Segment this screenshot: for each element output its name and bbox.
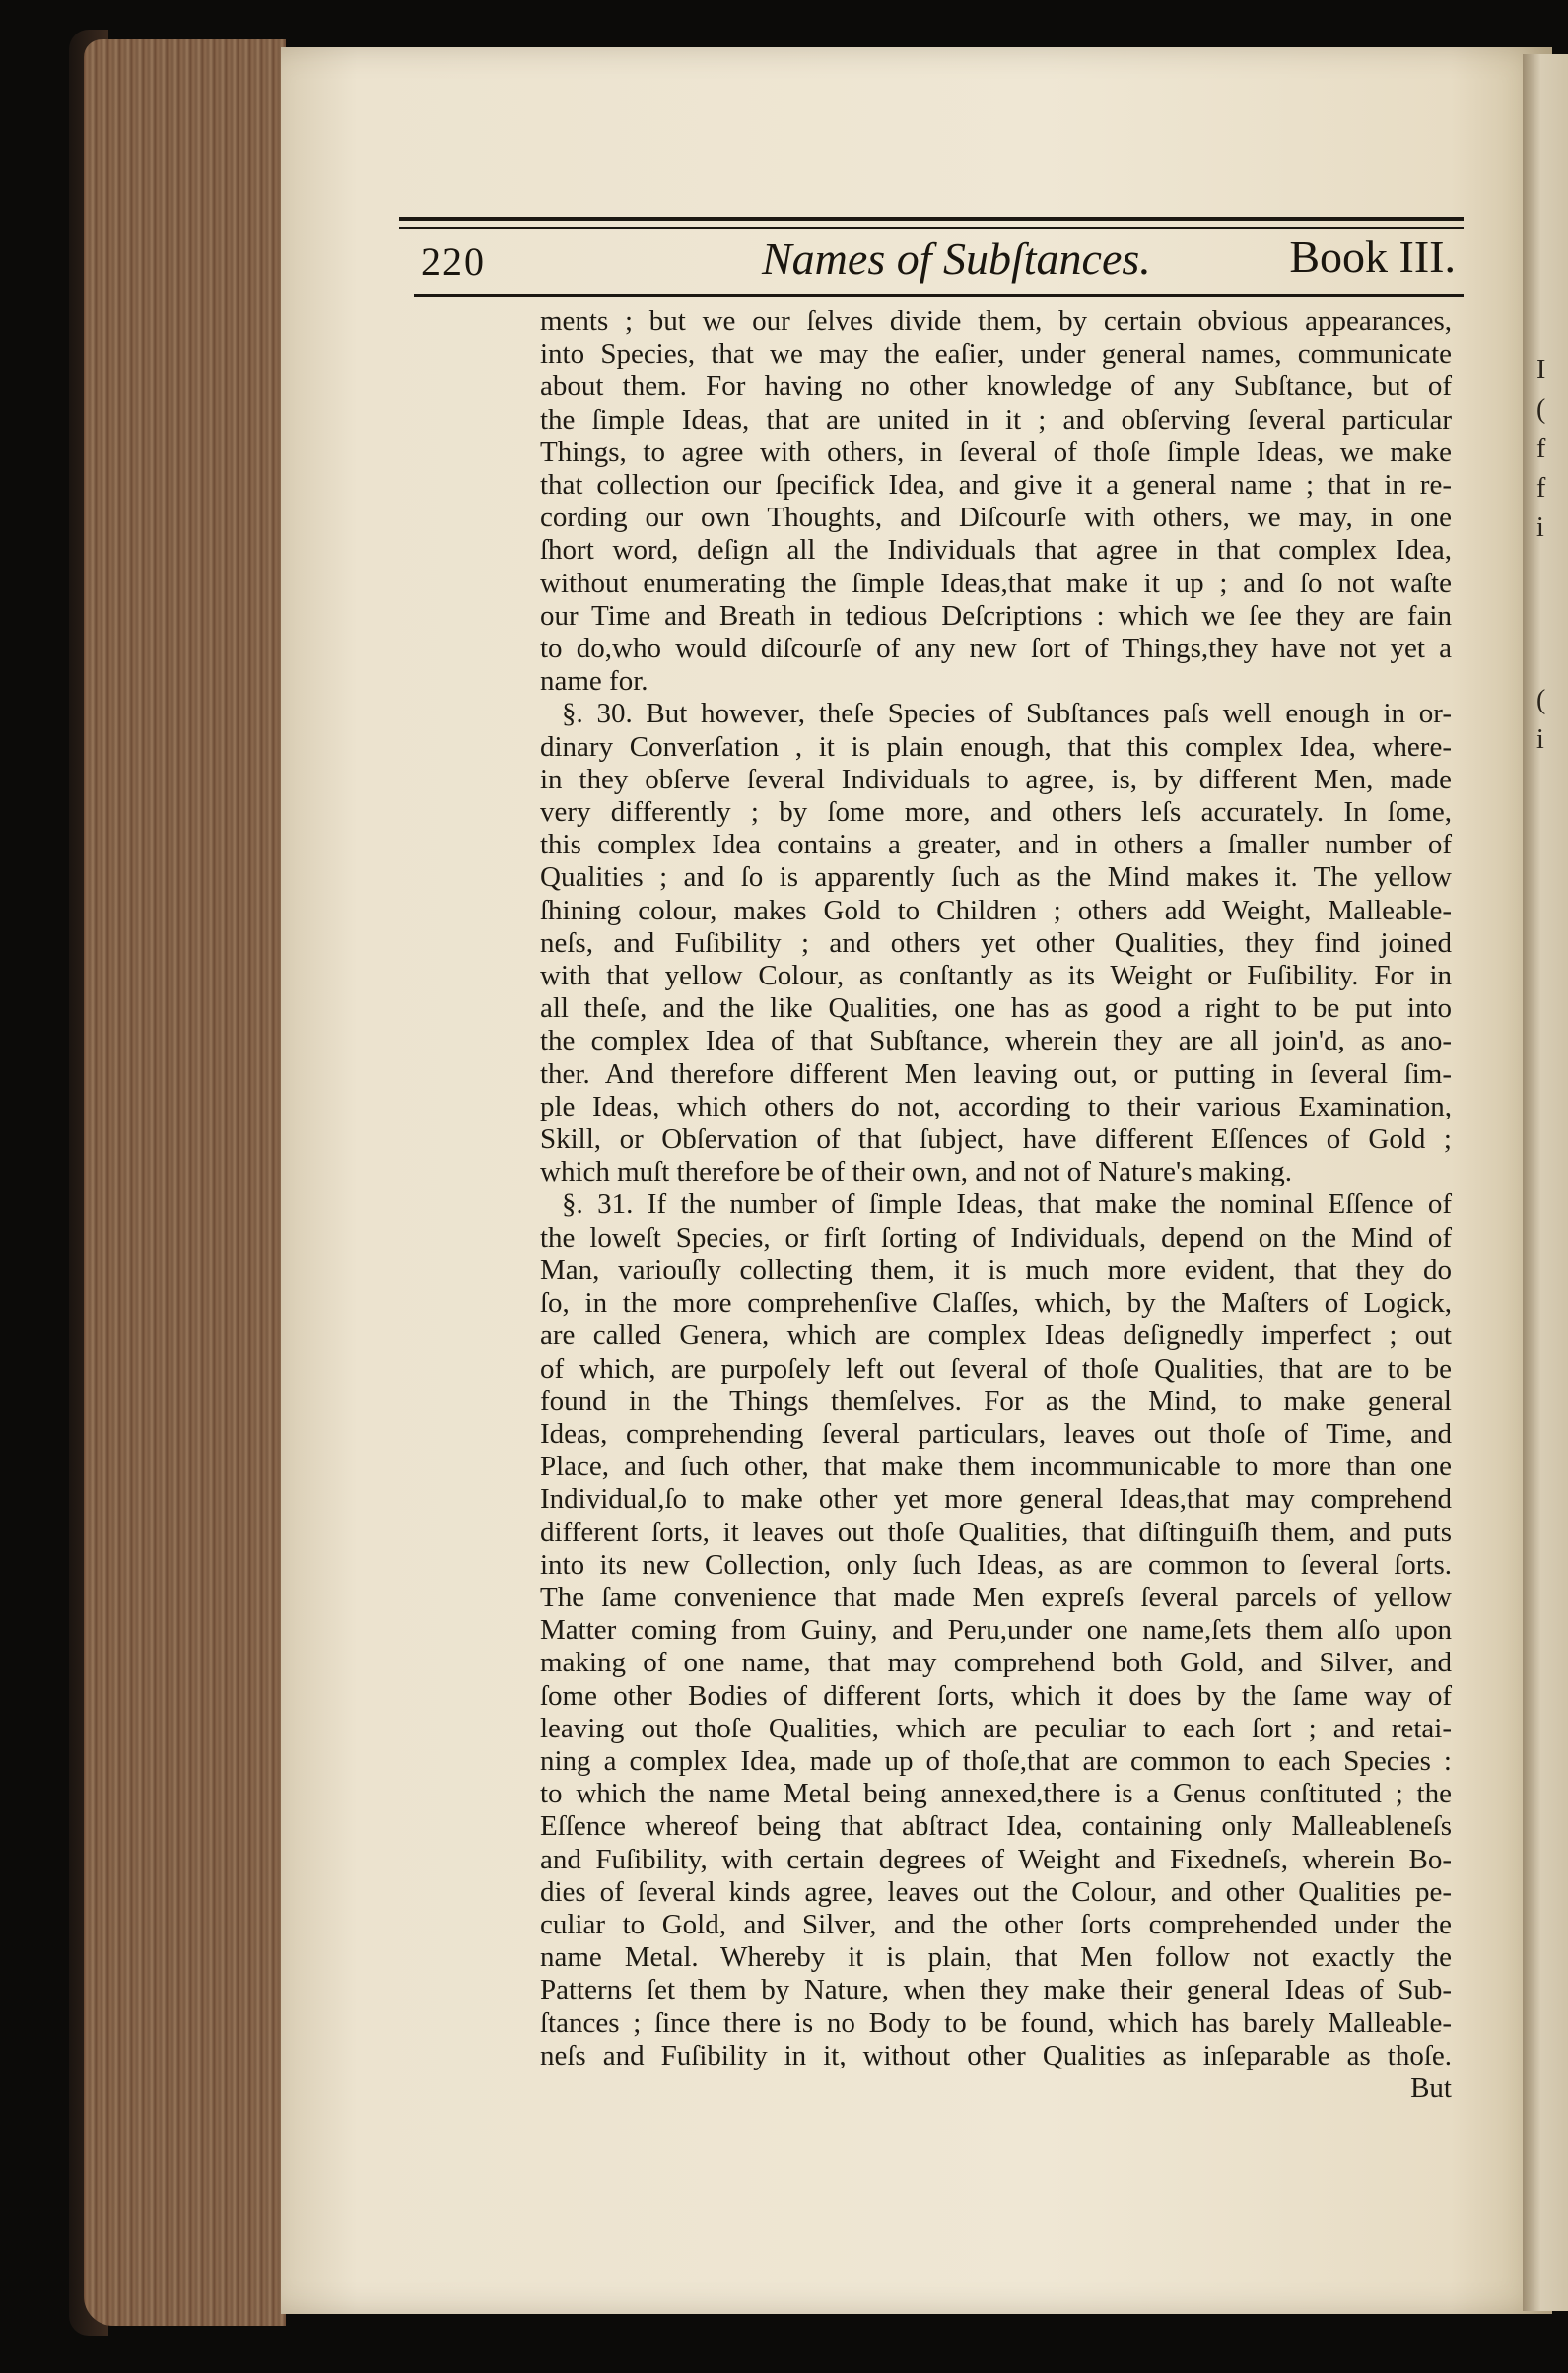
text-line: the ſimple Ideas, that are united in it ; and obſerving ſeveral particular: [540, 403, 1452, 436]
text-line: the loweſt Species, or firſt ſorting of Individuals, depend on the Mind of: [540, 1221, 1452, 1254]
text-line: our Time and Breath in tedious Deſcriptions : which we ſee they are fain: [540, 599, 1452, 632]
page-number: 220: [421, 239, 486, 284]
text-line: The ſame convenience that made Men expreſs ſeveral parcels of yellow: [540, 1581, 1452, 1613]
text-line: Patterns ſet them by Nature, when they make their general Ideas of Sub-: [540, 1974, 1452, 2006]
text-line: different ſorts, it leaves out thoſe Qualities, that diſtinguiſh them, and puts: [540, 1516, 1452, 1548]
text-line: Man, variouſly collecting them, it is much more evident, that they do: [540, 1254, 1452, 1286]
header-rule-bottom: [414, 294, 1464, 297]
text-line: which muſt therefore be of their own, and not of Nature's making.: [540, 1156, 1293, 1188]
text-line: Things, to agree with others, in ſeveral of thoſe ſimple Ideas, we make: [540, 436, 1452, 468]
text-line: and Fuſibility, with certain degrees of Weight and Fixedneſs, wherein Bo-: [540, 1843, 1452, 1875]
facing-page-glyph: i: [1536, 724, 1544, 755]
text-line: neſs, and Fuſibility ; and others yet other Qualities, they find joined: [540, 926, 1452, 959]
running-title: Names of Subſtances.: [762, 234, 1151, 284]
text-line: ſome other Bodies of different ſorts, which it does by the ſame way of: [540, 1679, 1452, 1712]
text-line: cording our own Thoughts, and Diſcourſe with others, we may, in one: [540, 502, 1452, 534]
text-line: of which, are purpoſely left out ſeveral of thoſe Qualities, that are to be: [540, 1352, 1452, 1385]
text-line: name for.: [540, 665, 648, 698]
text-line: ple Ideas, which others do not, according to their various Examination,: [540, 1090, 1452, 1122]
text-line: Ideas, comprehending ſeveral particulars, leaves out thoſe of Time, and: [540, 1417, 1452, 1450]
text-line: that collection our ſpecifick Idea, and give it a general name ; that in re-: [540, 469, 1452, 502]
text-line: to do,who would diſcourſe of any new ſort of Things,they have not yet a: [540, 633, 1452, 665]
text-line: Skill, or Obſervation of that ſubject, have different Eſſences of Gold ;: [540, 1123, 1452, 1156]
facing-page-glyph: f: [1536, 473, 1546, 504]
catchword: But: [1410, 2071, 1452, 2104]
text-line: leaving out thoſe Qualities, which are peculiar to each ſort ; and retai-: [540, 1712, 1452, 1744]
facing-page-glyph: (: [1536, 394, 1546, 425]
facing-page-glyph: I: [1536, 355, 1546, 385]
text-line: §. 30. But however, theſe Species of Subſtances paſs well enough in or-: [562, 698, 1452, 730]
text-line: into its new Collection, only ſuch Ideas, as are common to ſeveral ſorts.: [540, 1548, 1452, 1581]
text-line: Individual,ſo to make other yet more general Ideas,that may comprehend: [540, 1483, 1452, 1516]
text-line: ſhort word, deſign all the Individuals that agree in that complex Idea,: [540, 534, 1452, 567]
text-line: name Metal. Whereby it is plain, that Men follow not exactly the: [540, 1941, 1452, 1974]
page-header: [399, 219, 1464, 292]
book-label: Book III.: [1289, 232, 1456, 282]
text-line: the complex Idea of that Subſtance, wherein they are all join'd, as ano-: [540, 1025, 1452, 1057]
facing-page-edge: [1523, 54, 1568, 2311]
text-line: into Species, that we may the eaſier, under general names, communicate: [540, 338, 1452, 371]
text-line: ſo, in the more comprehenſive Claſſes, which, by the Maſters of Logick,: [540, 1287, 1452, 1320]
text-line: with that yellow Colour, as conſtantly as its Weight or Fuſibility. For in: [540, 960, 1452, 992]
text-line: Qualities ; and ſo is apparently ſuch as the Mind makes it. The yellow: [540, 861, 1452, 894]
text-line: ſhining colour, makes Gold to Children ; others add Weight, Malleable-: [540, 894, 1452, 926]
text-line: ments ; but we our ſelves divide them, by certain obvious appearances,: [540, 305, 1452, 337]
text-line: this complex Idea contains a greater, and in others a ſmaller number of: [540, 829, 1452, 861]
text-line: dinary Converſation , it is plain enough, that this complex Idea, where-: [540, 730, 1452, 763]
text-line: all theſe, and the like Qualities, one has as good a right to be put into: [540, 992, 1452, 1025]
text-line: found in the Things themſelves. For as the Mind, to make general: [540, 1385, 1452, 1417]
text-line: making of one name, that may comprehend both Gold, and Silver, and: [540, 1647, 1452, 1679]
text-line: are called Genera, which are complex Ideas deſignedly imperfect ; out: [540, 1320, 1452, 1352]
text-line: culiar to Gold, and Silver, and the other ſorts comprehended under the: [540, 1908, 1452, 1940]
text-line: in they obſerve ſeveral Individuals to agree, is, by different Men, made: [540, 763, 1452, 795]
facing-page-glyph: i: [1536, 512, 1544, 543]
text-line: Place, and ſuch other, that make them incommunicable to more than one: [540, 1451, 1452, 1483]
text-line: to which the name Metal being annexed,there is a Genus conſtituted ; the: [540, 1778, 1452, 1810]
text-line: §. 31. If the number of ſimple Ideas, that make the nominal Eſſence of: [562, 1188, 1452, 1221]
facing-page-glyph: (: [1536, 685, 1546, 715]
text-line: about them. For having no other knowledge of any Subſtance, but of: [540, 371, 1452, 403]
text-line: ſtances ; ſince there is no Body to be found, which has barely Malleable-: [540, 2006, 1452, 2039]
text-line: Matter coming from Guiny, and Peru,under one name,ſets them alſo upon: [540, 1614, 1452, 1647]
text-line: without enumerating the ſimple Ideas,that make it up ; and ſo not waſte: [540, 567, 1452, 599]
text-line: very differently ; by ſome more, and others leſs accurately. In ſome,: [540, 796, 1452, 829]
page-edges: [84, 39, 286, 2326]
text-line: dies of ſeveral kinds agree, leaves out the Colour, and other Qualities pe-: [540, 1875, 1452, 1908]
facing-page-glyph: f: [1536, 434, 1546, 464]
body-text: [540, 305, 1452, 2105]
text-line: neſs and Fuſibility in it, without other Qualities as inſeparable as thoſe.: [540, 2039, 1452, 2071]
text-line: ther. And therefore different Men leaving out, or putting in ſeveral ſim-: [540, 1057, 1452, 1090]
text-line: Eſſence whereof being that abſtract Idea, containing only Malleableneſs: [540, 1810, 1452, 1843]
text-line: ning a complex Idea, made up of thoſe,that are common to each Species :: [540, 1744, 1452, 1777]
